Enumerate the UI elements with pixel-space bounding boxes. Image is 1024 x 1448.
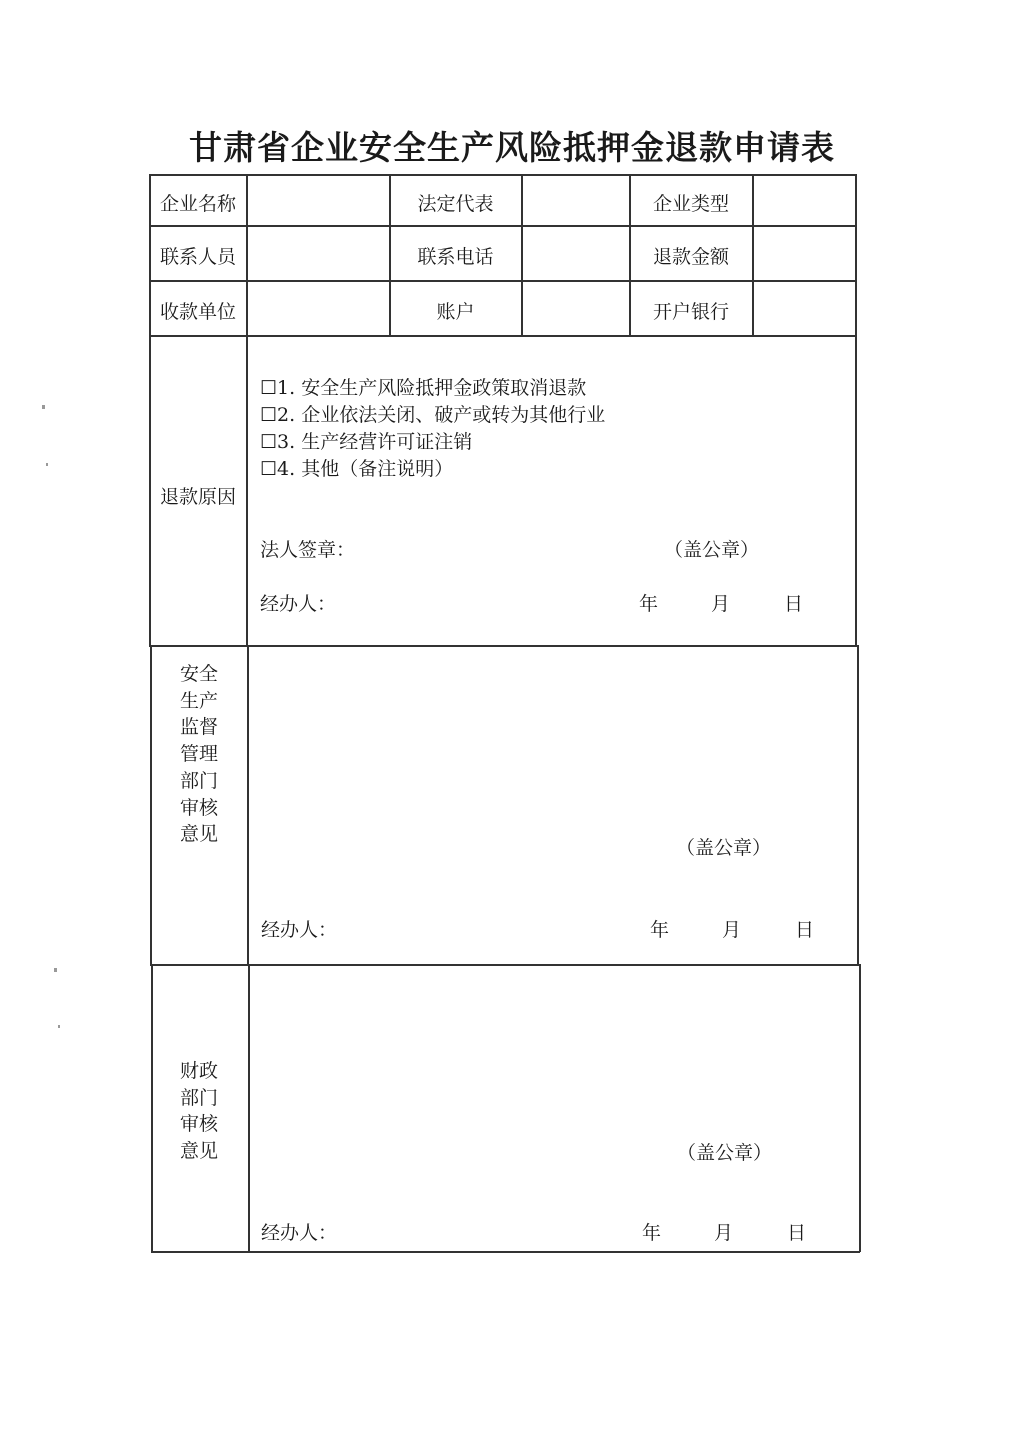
account-field[interactable] [523, 282, 628, 334]
contact-phone-label: 联系电话 [417, 246, 494, 268]
finance-review-month-label: 月 [714, 1222, 734, 1244]
company-seal-label: （盖公章） [664, 539, 760, 561]
reason-option-2[interactable]: ☐2. 企业依法关闭、破产或转为其他行业 [260, 404, 606, 426]
payee-label: 收款单位 [159, 301, 236, 323]
scan-speck [54, 968, 57, 972]
legal-representative-field[interactable] [523, 176, 628, 224]
company-name-field[interactable] [248, 176, 388, 224]
scan-speck [42, 405, 45, 409]
reason-option-1[interactable]: ☐1. 安全生产风险抵押金政策取消退款 [260, 377, 587, 399]
payee-field[interactable] [248, 282, 388, 334]
legal-representative-label: 法定代表 [417, 193, 494, 215]
finance-review-day-label: 日 [787, 1222, 807, 1244]
finance-review-seal-label: （盖公章） [677, 1142, 773, 1164]
finance-review-label: 财政 部门 审核 意见 [179, 1060, 218, 1163]
contact-phone-field[interactable] [523, 227, 628, 279]
refund-amount-label: 退款金额 [652, 246, 729, 268]
handler-label: 经办人： [260, 593, 337, 615]
safety-review-seal-label: （盖公章） [676, 837, 772, 859]
form-title: 甘肃省企业安全生产风险抵押金退款申请表 [189, 128, 835, 167]
date-year-label: 年 [639, 593, 659, 615]
legal-signature-label: 法人签章： [260, 539, 356, 561]
bank-field[interactable] [754, 282, 854, 334]
safety-review-label: 安全 生产 监督 管理 部门 审核 意见 [179, 663, 218, 846]
safety-review-month-label: 月 [722, 919, 742, 941]
contact-person-label: 联系人员 [159, 246, 236, 268]
bank-label: 开户银行 [652, 301, 729, 323]
refund-reason-label: 退款原因 [159, 486, 236, 508]
finance-review-opinion-field[interactable] [251, 967, 857, 1127]
finance-review-handler-label: 经办人： [261, 1222, 338, 1244]
reason-option-4[interactable]: ☐4. 其他（备注说明） [260, 458, 454, 480]
company-type-label: 企业类型 [652, 193, 729, 215]
refund-amount-field[interactable] [754, 227, 854, 279]
account-label: 账户 [436, 301, 475, 323]
safety-review-opinion-field[interactable] [250, 648, 855, 828]
reason-option-3[interactable]: ☐3. 生产经营许可证注销 [260, 431, 473, 453]
date-month-label: 月 [711, 593, 731, 615]
contact-person-field[interactable] [248, 227, 388, 279]
date-day-label: 日 [784, 593, 804, 615]
scan-speck [46, 463, 48, 466]
safety-review-handler-label: 经办人： [261, 919, 338, 941]
company-name-label: 企业名称 [159, 193, 236, 215]
safety-review-day-label: 日 [795, 919, 815, 941]
safety-review-year-label: 年 [650, 919, 670, 941]
finance-review-year-label: 年 [642, 1222, 662, 1244]
company-type-field[interactable] [754, 176, 854, 224]
scan-speck [58, 1025, 60, 1028]
